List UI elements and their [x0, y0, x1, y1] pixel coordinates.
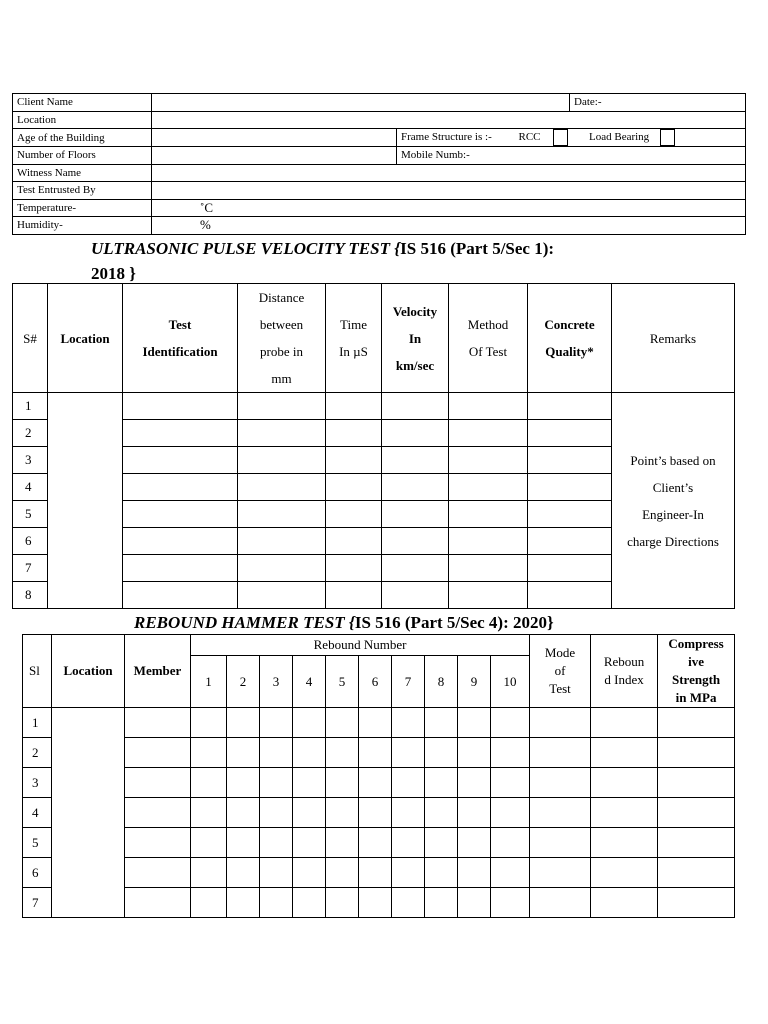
rh-reading-header: 10: [491, 656, 530, 708]
rh-cell[interactable]: [458, 888, 491, 918]
upv-cell[interactable]: [382, 528, 449, 555]
upv-row-number: 1: [13, 393, 48, 420]
rh-reading-header: 7: [392, 656, 425, 708]
upv-cell[interactable]: [123, 555, 238, 582]
upv-header-quality-line1: Concrete: [544, 317, 595, 332]
date-field[interactable]: Date:-: [570, 94, 746, 112]
upv-cell[interactable]: [528, 393, 612, 420]
rh-cell[interactable]: [359, 858, 392, 888]
rh-cell[interactable]: [293, 708, 326, 738]
rh-cell[interactable]: [227, 798, 260, 828]
rh-cell[interactable]: [530, 768, 591, 798]
upv-remarks-cell: [612, 393, 735, 609]
upv-cell[interactable]: [238, 582, 326, 609]
rh-cell[interactable]: [359, 708, 392, 738]
rh-cell[interactable]: [260, 888, 293, 918]
rh-cell[interactable]: [260, 798, 293, 828]
rh-header-strength-line4: in MPa: [675, 690, 717, 705]
floors-field[interactable]: [152, 147, 397, 165]
witness-field[interactable]: [152, 164, 746, 182]
rh-cell[interactable]: [591, 708, 658, 738]
rh-cell[interactable]: [425, 828, 458, 858]
rh-cell[interactable]: [293, 858, 326, 888]
humidity-label: Humidity-: [13, 217, 152, 235]
load-bearing-label: Load Bearing: [589, 131, 650, 144]
upv-cell[interactable]: [382, 501, 449, 528]
rh-cell[interactable]: [392, 888, 425, 918]
rh-reading-header: 6: [359, 656, 392, 708]
rcc-label: RCC: [518, 131, 541, 144]
upv-cell[interactable]: [528, 555, 612, 582]
rh-row: [23, 738, 735, 768]
rh-cell[interactable]: [191, 858, 227, 888]
upv-row-number: 5: [13, 501, 48, 528]
rh-cell[interactable]: [125, 768, 191, 798]
rh-cell[interactable]: [392, 798, 425, 828]
rh-cell[interactable]: [191, 798, 227, 828]
upv-cell[interactable]: [528, 528, 612, 555]
upv-remark-line2: Client’s: [652, 479, 694, 495]
upv-row-number: 7: [13, 555, 48, 582]
upv-row-number: 2: [13, 420, 48, 447]
rh-cell[interactable]: [658, 798, 735, 828]
rh-cell[interactable]: [125, 828, 191, 858]
upv-cell[interactable]: [382, 582, 449, 609]
rh-cell[interactable]: [293, 828, 326, 858]
witness-row: [13, 164, 746, 182]
upv-cell[interactable]: [528, 420, 612, 447]
upv-cell[interactable]: [449, 447, 528, 474]
rh-cell[interactable]: [191, 888, 227, 918]
rh-cell[interactable]: [359, 768, 392, 798]
upv-cell[interactable]: [238, 474, 326, 501]
rh-header-strength: [658, 635, 735, 708]
rh-cell[interactable]: [191, 768, 227, 798]
upv-cell[interactable]: [123, 501, 238, 528]
rh-cell[interactable]: [359, 828, 392, 858]
rh-cell[interactable]: [591, 768, 658, 798]
load-bearing-checkbox[interactable]: [660, 129, 675, 146]
rh-row-number: 5: [23, 828, 52, 858]
upv-header-row: [13, 284, 735, 393]
rh-cell[interactable]: [458, 828, 491, 858]
rh-cell[interactable]: [425, 708, 458, 738]
rh-cell[interactable]: [227, 888, 260, 918]
rebound-hammer-table: [22, 634, 735, 918]
upv-cell[interactable]: [449, 501, 528, 528]
rh-cell[interactable]: [392, 828, 425, 858]
upv-row: [13, 393, 735, 420]
rh-row-number: 7: [23, 888, 52, 918]
upv-header-distance: [238, 284, 326, 393]
rh-row: [23, 888, 735, 918]
upv-cell[interactable]: [449, 582, 528, 609]
rh-cell[interactable]: [458, 708, 491, 738]
rh-cell[interactable]: [491, 828, 530, 858]
rh-cell[interactable]: [326, 798, 359, 828]
rh-location-cell[interactable]: [52, 708, 125, 918]
upv-title-italic: ULTRASONIC PULSE VELOCITY TEST {: [91, 239, 401, 258]
rh-reading-header: 4: [293, 656, 326, 708]
rh-cell[interactable]: [293, 798, 326, 828]
upv-remark-line1: Point’s based on: [630, 452, 716, 468]
upv-cell[interactable]: [238, 447, 326, 474]
rh-row-number: 4: [23, 798, 52, 828]
rh-cell[interactable]: [227, 738, 260, 768]
site-info-table: [12, 93, 746, 235]
upv-cell[interactable]: [326, 447, 382, 474]
rh-cell[interactable]: [458, 798, 491, 828]
upv-cell[interactable]: [449, 474, 528, 501]
rh-cell[interactable]: [326, 738, 359, 768]
upv-header-sno: S#: [13, 284, 48, 393]
rh-cell[interactable]: [591, 888, 658, 918]
rh-cell[interactable]: [458, 858, 491, 888]
upv-header-distance-line3: probe in: [260, 344, 303, 359]
humidity-row: [13, 217, 746, 235]
rh-cell[interactable]: [191, 708, 227, 738]
upv-cell[interactable]: [528, 582, 612, 609]
upv-cell[interactable]: [382, 393, 449, 420]
rh-cell[interactable]: [260, 708, 293, 738]
upv-cell[interactable]: [123, 420, 238, 447]
rh-cell[interactable]: [260, 858, 293, 888]
upv-location-cell[interactable]: [48, 393, 123, 609]
upv-table: [12, 283, 735, 609]
rh-row-number: 1: [23, 708, 52, 738]
rh-row-number: 6: [23, 858, 52, 888]
rh-cell[interactable]: [658, 858, 735, 888]
upv-header-quality: [528, 284, 612, 393]
rh-header-index-line1: Reboun: [603, 654, 645, 669]
rh-cell[interactable]: [530, 798, 591, 828]
rh-cell[interactable]: [591, 738, 658, 768]
rh-row: [23, 708, 735, 738]
age-row: [13, 129, 746, 147]
upv-header-velocity-line3: km/sec: [395, 357, 435, 373]
rh-header-strength-line2: ive: [688, 654, 704, 669]
upv-header-velocity-line2: In: [408, 330, 422, 346]
upv-cell[interactable]: [123, 474, 238, 501]
rh-cell[interactable]: [227, 858, 260, 888]
rcc-checkbox[interactable]: [553, 129, 568, 146]
temperature-label: Temperature-: [13, 199, 152, 217]
rh-header-row-1: [23, 635, 735, 656]
upv-header-test-id: [123, 284, 238, 393]
upv-header-test-id-line2: Identification: [142, 344, 218, 359]
rh-cell[interactable]: [392, 738, 425, 768]
upv-cell[interactable]: [238, 501, 326, 528]
upv-row-number: 6: [13, 528, 48, 555]
upv-header-test-id-line1: Test: [168, 317, 192, 332]
upv-cell[interactable]: [449, 393, 528, 420]
location-row: [13, 111, 746, 129]
rh-title-italic: REBOUND HAMMER TEST {: [134, 613, 355, 632]
upv-header-location: Location: [48, 284, 123, 393]
rh-cell[interactable]: [425, 798, 458, 828]
upv-cell[interactable]: [123, 528, 238, 555]
rh-cell[interactable]: [530, 858, 591, 888]
rh-reading-header: 8: [425, 656, 458, 708]
upv-cell[interactable]: [449, 420, 528, 447]
location-field[interactable]: [152, 111, 746, 129]
rh-cell[interactable]: [530, 888, 591, 918]
entrusted-label: Test Entrusted By: [13, 182, 152, 200]
temperature-field[interactable]: [152, 199, 746, 217]
upv-cell[interactable]: [238, 420, 326, 447]
rh-cell[interactable]: [326, 888, 359, 918]
upv-cell[interactable]: [238, 555, 326, 582]
upv-title: [91, 236, 554, 286]
rh-header-sl: Sl: [23, 635, 52, 708]
rh-cell[interactable]: [491, 798, 530, 828]
rh-cell[interactable]: [125, 798, 191, 828]
upv-row-number: 4: [13, 474, 48, 501]
entrusted-field[interactable]: [152, 182, 746, 200]
rh-header-rebound-index: [591, 635, 658, 708]
rh-header-location: Location: [52, 635, 125, 708]
upv-header-method-line1: Method: [467, 317, 509, 332]
upv-header-distance-line2: between: [259, 317, 304, 332]
rh-cell[interactable]: [458, 768, 491, 798]
entrusted-row: [13, 182, 746, 200]
upv-cell[interactable]: [238, 393, 326, 420]
rh-cell[interactable]: [491, 888, 530, 918]
upv-cell[interactable]: [382, 555, 449, 582]
rh-title: [134, 610, 554, 635]
rh-cell[interactable]: [227, 708, 260, 738]
rh-cell[interactable]: [658, 888, 735, 918]
rh-cell[interactable]: [658, 768, 735, 798]
rh-cell[interactable]: [591, 858, 658, 888]
rh-cell[interactable]: [591, 828, 658, 858]
upv-header-time-line1: Time: [340, 317, 367, 332]
rh-header-strength-line3: Strength: [671, 672, 721, 687]
upv-cell[interactable]: [382, 420, 449, 447]
rh-cell[interactable]: [425, 858, 458, 888]
rh-header-index-line2: d Index: [604, 672, 644, 687]
upv-header-method-line2: Of Test: [468, 344, 508, 359]
floors-row: [13, 147, 746, 165]
rh-cell[interactable]: [125, 888, 191, 918]
upv-cell[interactable]: [382, 474, 449, 501]
rh-cell[interactable]: [425, 768, 458, 798]
rh-header-rebound-number: Rebound Number: [191, 635, 530, 656]
rh-cell[interactable]: [591, 798, 658, 828]
rh-row: [23, 768, 735, 798]
rh-cell[interactable]: [260, 738, 293, 768]
upv-remark-line3: Engineer-In: [642, 506, 704, 522]
rh-row-number: 3: [23, 768, 52, 798]
upv-header-velocity-line1: Velocity: [392, 303, 438, 319]
rh-cell[interactable]: [491, 738, 530, 768]
rh-reading-header: 1: [191, 656, 227, 708]
rh-cell[interactable]: [658, 708, 735, 738]
upv-header-time: [326, 284, 382, 393]
rh-cell[interactable]: [530, 738, 591, 768]
rh-cell[interactable]: [458, 738, 491, 768]
rh-cell[interactable]: [491, 858, 530, 888]
rh-row: [23, 828, 735, 858]
rh-row-number: 2: [23, 738, 52, 768]
upv-header-quality-line2: Quality*: [545, 344, 594, 359]
rh-cell[interactable]: [359, 798, 392, 828]
upv-cell[interactable]: [326, 420, 382, 447]
upv-cell[interactable]: [528, 447, 612, 474]
age-label: Age of the Building: [13, 129, 152, 147]
rh-cell[interactable]: [293, 738, 326, 768]
rh-cell[interactable]: [227, 828, 260, 858]
upv-cell[interactable]: [123, 582, 238, 609]
rh-cell[interactable]: [191, 828, 227, 858]
rh-title-standard: IS 516 (Part 5/Sec 4): 2020}: [354, 613, 554, 632]
frame-structure-field: [397, 129, 746, 147]
upv-cell[interactable]: [326, 555, 382, 582]
rh-header-member: Member: [125, 635, 191, 708]
rh-cell[interactable]: [227, 768, 260, 798]
rh-header-mode: [530, 635, 591, 708]
rh-cell[interactable]: [491, 768, 530, 798]
rh-cell[interactable]: [326, 768, 359, 798]
upv-row-number: 3: [13, 447, 48, 474]
rh-cell[interactable]: [260, 828, 293, 858]
rh-reading-header: 3: [260, 656, 293, 708]
upv-header-velocity: [382, 284, 449, 393]
rh-header-mode-line1: Mode: [544, 645, 576, 660]
rh-cell[interactable]: [125, 708, 191, 738]
upv-cell[interactable]: [326, 582, 382, 609]
upv-cell[interactable]: [123, 447, 238, 474]
rh-header-mode-line3: Test: [549, 681, 571, 696]
temperature-unit: ˚C: [200, 199, 213, 215]
upv-cell[interactable]: [326, 501, 382, 528]
upv-header-method: [449, 284, 528, 393]
mobile-field[interactable]: Mobile Numb:-: [397, 147, 746, 165]
rh-cell[interactable]: [326, 708, 359, 738]
rh-cell[interactable]: [425, 888, 458, 918]
rh-cell[interactable]: [530, 828, 591, 858]
upv-cell[interactable]: [123, 393, 238, 420]
upv-row-number: 8: [13, 582, 48, 609]
rh-cell[interactable]: [326, 858, 359, 888]
upv-header-time-line2: In µS: [339, 344, 368, 359]
rh-cell[interactable]: [293, 768, 326, 798]
rh-cell[interactable]: [425, 738, 458, 768]
rh-cell[interactable]: [392, 858, 425, 888]
rh-reading-header: 2: [227, 656, 260, 708]
rh-header-mode-line2: of: [554, 663, 566, 678]
temperature-row: [13, 199, 746, 217]
rh-cell[interactable]: [260, 768, 293, 798]
rh-cell[interactable]: [491, 708, 530, 738]
frame-structure-label: Frame Structure is :-: [401, 131, 492, 144]
upv-cell[interactable]: [528, 501, 612, 528]
rh-header-strength-line1: Compress: [668, 636, 724, 651]
humidity-field[interactable]: [152, 217, 746, 235]
upv-title-standard: IS 516 (Part 5/Sec 1):: [400, 239, 555, 258]
rh-cell[interactable]: [293, 888, 326, 918]
rh-cell[interactable]: [125, 858, 191, 888]
rh-cell[interactable]: [359, 738, 392, 768]
upv-cell[interactable]: [528, 474, 612, 501]
age-field[interactable]: [152, 129, 397, 147]
location-label: Location: [13, 111, 152, 129]
rh-cell[interactable]: [658, 738, 735, 768]
upv-cell[interactable]: [382, 447, 449, 474]
rh-cell[interactable]: [392, 768, 425, 798]
rh-cell[interactable]: [530, 708, 591, 738]
rh-row: [23, 798, 735, 828]
rh-cell[interactable]: [125, 738, 191, 768]
rh-cell[interactable]: [191, 738, 227, 768]
rh-reading-header: 5: [326, 656, 359, 708]
rh-reading-header: 9: [458, 656, 491, 708]
client-name-field[interactable]: [152, 94, 570, 112]
humidity-unit: %: [200, 217, 211, 233]
upv-header-remarks: Remarks: [612, 284, 735, 393]
rh-cell[interactable]: [326, 828, 359, 858]
upv-cell[interactable]: [326, 393, 382, 420]
client-name-label: Client Name: [13, 94, 152, 112]
upv-cell[interactable]: [326, 474, 382, 501]
upv-cell[interactable]: [449, 555, 528, 582]
upv-header-distance-line1: Distance: [258, 290, 305, 305]
upv-cell[interactable]: [449, 528, 528, 555]
rh-cell[interactable]: [359, 888, 392, 918]
upv-cell[interactable]: [326, 528, 382, 555]
upv-remark-line4: charge Directions: [627, 533, 719, 549]
witness-label: Witness Name: [13, 164, 152, 182]
rh-cell[interactable]: [392, 708, 425, 738]
upv-cell[interactable]: [238, 528, 326, 555]
client-row: [13, 94, 746, 112]
upv-title-year: 2018 }: [91, 264, 136, 283]
rh-cell[interactable]: [658, 828, 735, 858]
upv-header-distance-line4: mm: [271, 371, 292, 386]
rh-row: [23, 858, 735, 888]
floors-label: Number of Floors: [13, 147, 152, 165]
